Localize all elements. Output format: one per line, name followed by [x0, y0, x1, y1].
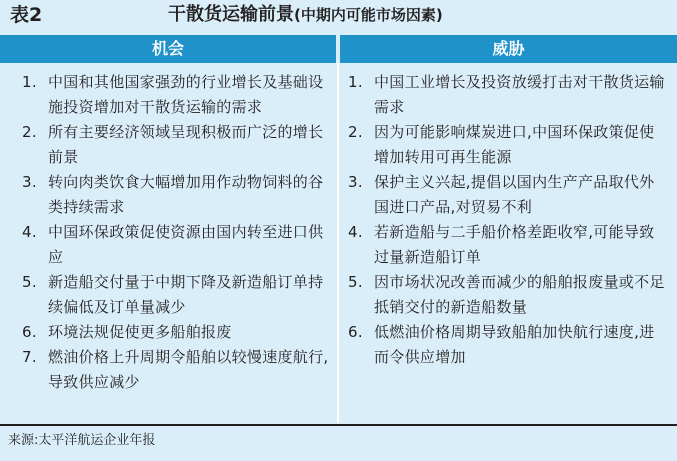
opportunity-text: 所有主要经济领域呈现积极而广泛的增长前景: [48, 123, 324, 166]
threat-number: 1.: [348, 73, 363, 91]
threat-number: 2.: [348, 123, 363, 141]
opportunity-number: 4.: [22, 223, 37, 241]
opportunity-text: 环境法规促使更多船舶报废: [48, 323, 232, 341]
opportunity-item: [22, 170, 332, 220]
opportunity-number: 3.: [22, 173, 37, 191]
threats-list: [348, 70, 666, 370]
opportunity-item: [22, 220, 332, 270]
opportunities-header: 机会: [0, 35, 336, 63]
threat-number: 3.: [348, 173, 363, 191]
opportunity-text: 中国和其他国家强劲的行业增长及基础设施投资增加对干散货运输的需求: [48, 73, 324, 116]
threat-text: 因为可能影响煤炭进口,中国环保政策促使增加转用可再生能源: [374, 123, 655, 166]
column-divider: [337, 63, 339, 423]
source-note: 来源:太平洋航运企业年报: [8, 433, 156, 448]
threat-number: 4.: [348, 223, 363, 241]
threat-text: 若新造船与二手船价格差距收窄,可能导致过量新造船订单: [374, 223, 655, 266]
opportunity-number: 6.: [22, 323, 37, 341]
threat-number: 5.: [348, 273, 363, 291]
threat-text: 保护主义兴起,提倡以国内生产产品取代外国进口产品,对贸易不利: [374, 173, 655, 216]
table-title-row: [0, 0, 677, 30]
opportunity-number: 5.: [22, 273, 37, 291]
table-title-main: 干散货运输前景: [168, 4, 294, 25]
table-title: [168, 4, 443, 26]
threat-item: [348, 70, 666, 120]
threat-item: [348, 170, 666, 220]
opportunity-text: 新造船交付量于中期下降及新造船订单持续偏低及订单量减少: [48, 273, 324, 316]
opportunity-item: [22, 345, 332, 395]
threat-item: [348, 220, 666, 270]
opportunity-number: 7.: [22, 348, 37, 366]
threat-text: 低燃油价格周期导致船舶加快航行速度,进而令供应增加: [374, 323, 655, 366]
opportunity-text: 转向肉类饮食大幅增加用作动物饲料的谷类持续需求: [48, 173, 324, 216]
opportunity-item: [22, 120, 332, 170]
opportunity-item: [22, 70, 332, 120]
table-number: 表2: [10, 4, 43, 26]
opportunity-text: 燃油价格上升周期令船舶以较慢速度航行,导致供应减少: [48, 348, 329, 391]
opportunity-item: [22, 320, 332, 345]
opportunity-text: 中国环保政策促使资源由国内转至进口供应: [48, 223, 324, 266]
threat-text: 中国工业增长及投资放缓打击对干散货运输需求: [374, 73, 665, 116]
table-title-subtitle: (中期内可能市场因素): [294, 6, 443, 24]
opportunity-number: 2.: [22, 123, 37, 141]
opportunities-list: [22, 70, 332, 395]
threat-number: 6.: [348, 323, 363, 341]
opportunity-item: [22, 270, 332, 320]
threat-text: 因市场状况改善而减少的船舶报废量或不足抵销交付的新造船数量: [374, 273, 665, 316]
source-divider: [0, 424, 677, 426]
threat-item: [348, 320, 666, 370]
opportunity-number: 1.: [22, 73, 37, 91]
threats-header: 威胁: [340, 35, 677, 63]
threat-item: [348, 120, 666, 170]
threat-item: [348, 270, 666, 320]
